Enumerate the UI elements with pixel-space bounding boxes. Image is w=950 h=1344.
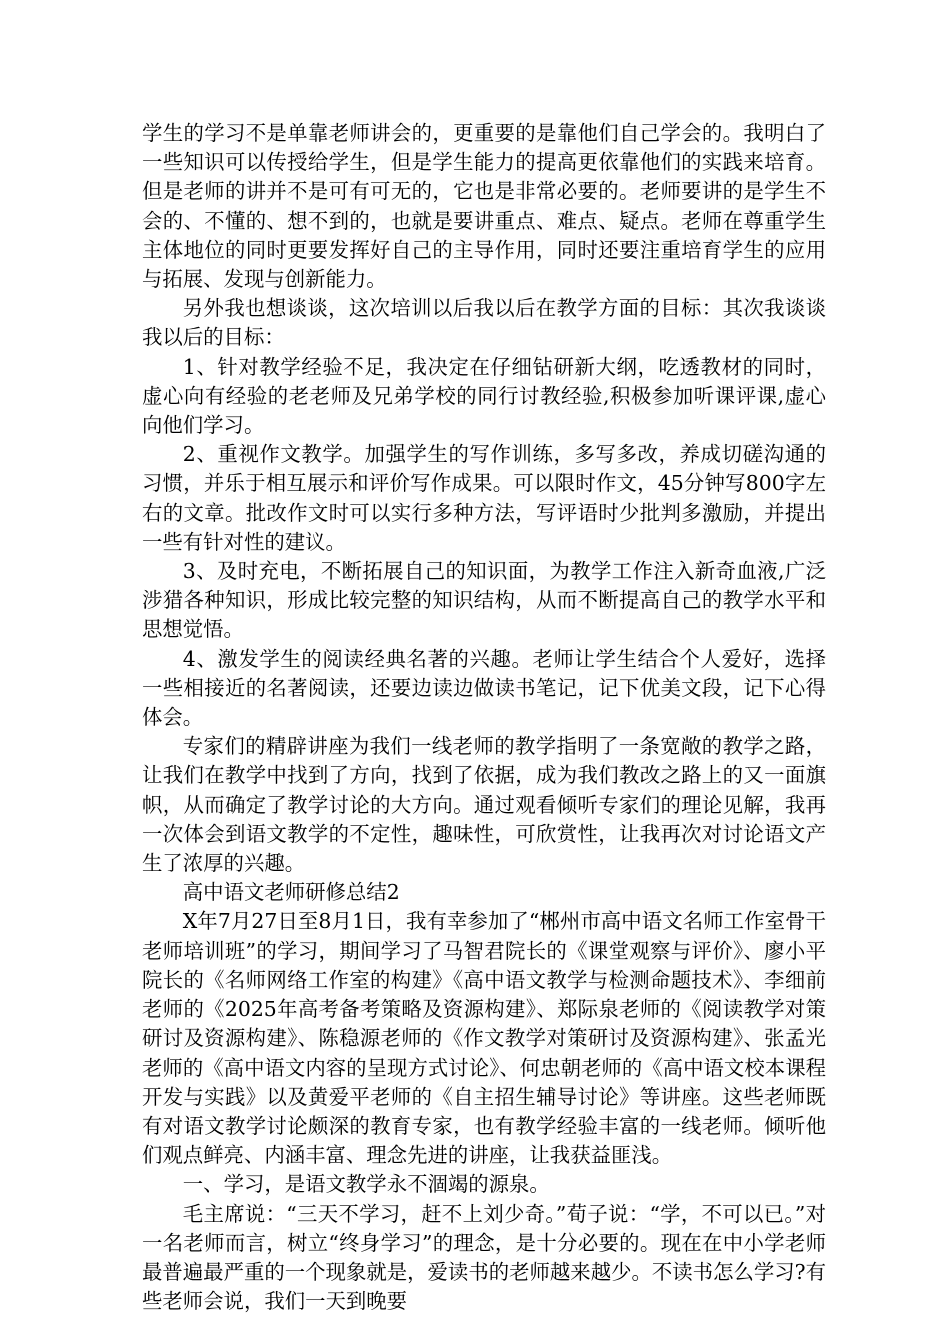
paragraph-learning: 毛主席说：“三天不学习，赶不上刘少奇。”荀子说：“学，不可以已。”对一名老师而言，树立“终身学习”的理念，是十分必要的。现在在中小学老师最普遍最严重的一个现象就是，爱读书的老师越来越少。不读书怎么学习?有些老师会说，我们一天到晚要 <box>142 1201 826 1314</box>
section-title: 高中语文老师研修总结2 <box>182 880 400 905</box>
paragraph-goals-intro: 另外我也想谈谈，这次培训以后我以后在教学方面的目标：其次我谈谈我以后的目标： <box>142 296 826 350</box>
paragraph-goal-4: 4、激发学生的阅读经典名著的兴趣。老师让学生结合个人爱好，选择一些相接近的名著阅读，还要边读边做读书笔记，记下优美文段，记下心得体会。 <box>142 646 826 730</box>
paragraph-goal-2: 2、重视作文教学。加强学生的写作训练，多写多改，养成切磋沟通的习惯，并乐于相互展示和评价写作成果。可以限时作文，45分钟写800字左右的文章。批改作文时可以实行多种方法，写评语时少批判多激励，并提出一些有针对性的建议。 <box>142 442 826 554</box>
subheading-learning: 一、学习，是语文教学永不涸竭的源泉。 <box>182 1172 550 1197</box>
paragraph-goal-1: 1、针对教学经验不足，我决定在仔细钻研新大纲，吃透教材的同时，虚心向有经验的老老师及兄弟学校的同行讨教经验,积极参加听课评课,虚心向他们学习。 <box>142 354 826 438</box>
paragraph-goal-3: 3、及时充电，不断拓展自己的知识面，为教学工作注入新奇血液,广泛涉猎各种知识，形成比较完整的知识结构，从而不断提高自己的教学水平和思想觉悟。 <box>142 559 826 642</box>
paragraph-conclusion: 专家们的精辟讲座为我们一线老师的教学指明了一条宽敞的教学之路，让我们在教学中找到了方向，找到了依据，成为我们教改之路上的又一面旗帜，从而确定了教学讨论的大方向。通过观看倾听专家们的理论见解，我再一次体会到语文教学的不定性，趣味性，可欣赏性，让我再次对讨论语文产生了浓厚的兴趣。 <box>142 734 826 876</box>
paragraph-continuation: 学生的学习不是单靠老师讲会的，更重要的是靠他们自己学会的。我明白了一些知识可以传授给学生，但是学生能力的提高更依靠他们的实践来培育。但是老师的讲并不是可有可无的，它也是非常必要的。老师要讲的是学生不会的、不懂的、想不到的，也就是要讲重点、难点、疑点。老师在尊重学生主体地位的同时更要发挥好自己的主导作用，同时还要注重培育学生的应用与拓展、发现与创新能力。 <box>142 121 826 292</box>
document-body <box>142 119 826 1316</box>
paragraph-training-intro: X年7月27日至8月1日，我有幸参加了“郴州市高中语文名师工作室骨干老师培训班”的学习，期间学习了马智君院长的《课堂观察与评价》、廖小平院长的《名师网络工作室的构建》《高中语文教学与检测命题技术》、李细前老师的《2025年高考备考策略及资源构建》、郑际泉老师的《阅读教学对策研讨及资源构建》、陈稳源老师的《作文教学对策研讨及资源构建》、张孟光老师的《高中语文内容的呈现方式讨论》、何忠朝老师的《高中语文校本课程开发与实践》以及黄爱平老师的《自主招生辅导讨论》等讲座。这些老师既有对语文教学讨论颇深的教育专家，也有教学经验丰富的一线老师。倾听他们观点鲜亮、内涵丰富、理念先进的讲座，让我获益匪浅。 <box>142 909 826 1168</box>
